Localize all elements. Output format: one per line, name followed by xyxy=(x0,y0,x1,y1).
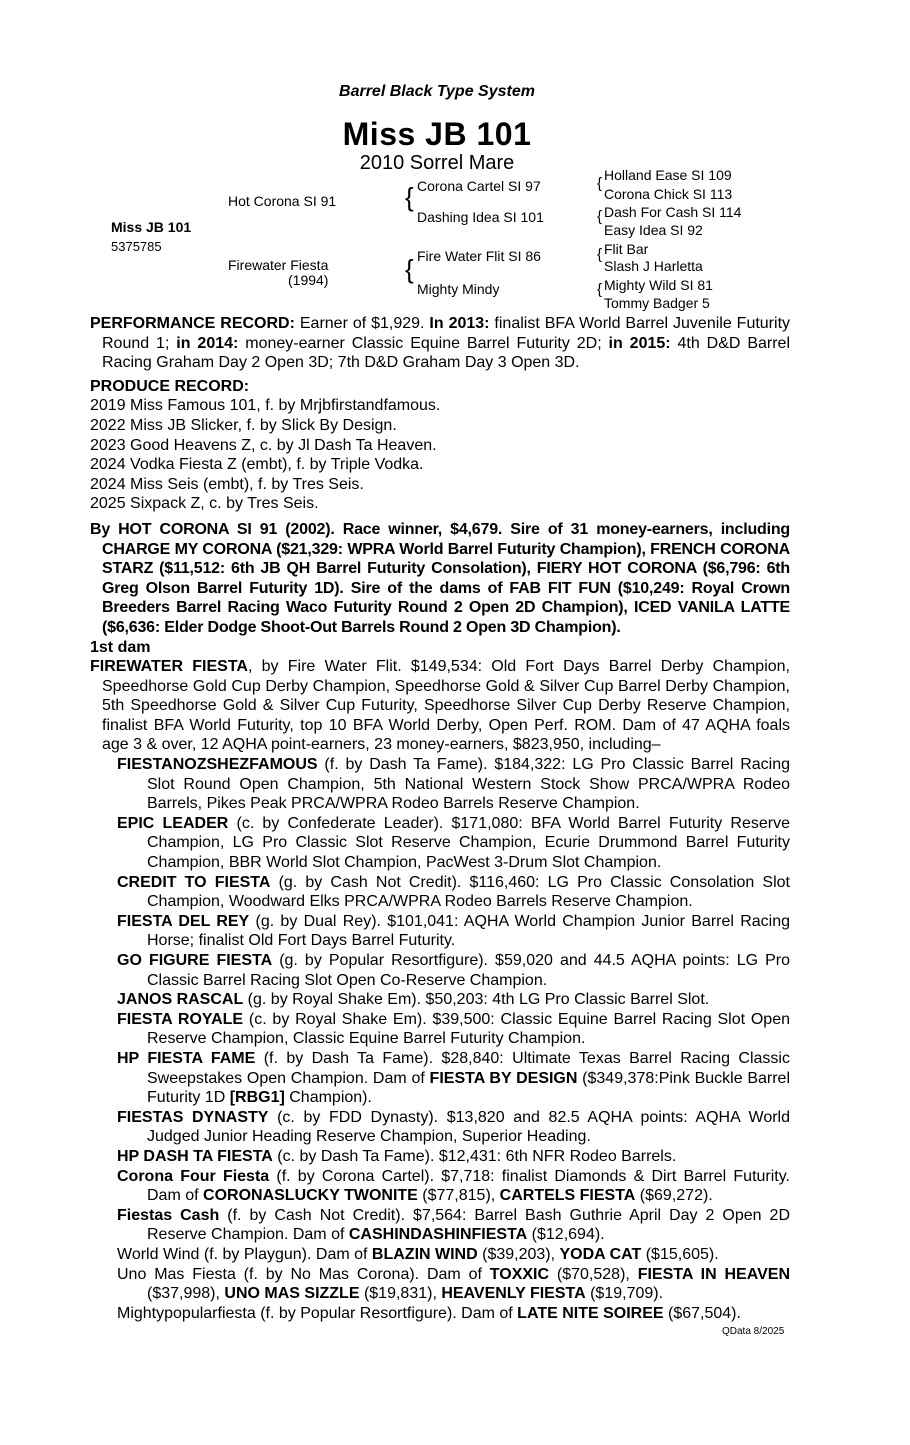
horse-name: Miss JB 101 xyxy=(342,116,532,152)
dam: Firewater Fiesta xyxy=(228,257,329,273)
produce-item: 2022 Miss JB Slicker, f. by Slick By Design. xyxy=(90,416,397,434)
first-dam-heading: 1st dam xyxy=(90,638,151,656)
first-dam-paragraph: FIREWATER FIESTA, by Fire Water Flit. $149,534: Old Fort Days Barrel Derby Champion, Speedhorse Gold Cup Derby Champion, Speedhorse Gold & Silver Cup Barrel Derby Champion, 5th Speedhorse Gold & Silver Cup Futurity, Speedhorse Silver Cup Derby Reserve Champion, finalist BFA World Futurity, top 10 BFA World Derby, Open Perf. ROM. Dam of 47 AQHA foals age 3 & over, 12 AQHA point-earners, 23 money-earners, $823,950, including– xyxy=(90,658,790,754)
pedigree-subject: Miss JB 101 xyxy=(111,219,192,235)
brace-icon: { xyxy=(405,254,414,284)
brace-icon: { xyxy=(597,208,603,225)
gg-5: Flit Bar xyxy=(604,241,649,257)
brace-icon: { xyxy=(405,182,414,212)
gg-4: Easy Idea SI 92 xyxy=(604,222,703,238)
produce-item: 2023 Good Heavens Z, c. by Jl Dash Ta Heaven. xyxy=(90,436,437,454)
gg-8: Tommy Badger 5 xyxy=(604,295,710,311)
offspring-entry: GO FIGURE FIESTA (g. by Popular Resortfigure). $59,020 and 44.5 AQHA points: LG Pro Classic Barrel Racing Slot Open Co-Reserve Champion. xyxy=(117,952,791,989)
gg-7: Mighty Wild SI 81 xyxy=(604,277,713,293)
offspring-entry: FIESTA ROYALE (c. by Royal Shake Em). $39,500: Classic Equine Barrel Racing Slot Open Reserve Champion, Classic Equine Barrel Futurity Champion. xyxy=(117,1010,790,1048)
offspring-entry: FIESTANOZSHEZFAMOUS (f. by Dash Ta Fame). $184,322: LG Pro Classic Barrel Racing Slot Round Open Champion, 5th National Western Stock Show PRCA/WPRA Rodeo Barrels, Pikes Peak PRCA/WPRA Rodeo Barrels Reserve Champion. xyxy=(117,756,790,813)
sire-sire: Corona Cartel SI 97 xyxy=(417,178,541,194)
offspring-entry: HP FIESTA FAME (f. by Dash Ta Fame). $28,840: Ultimate Texas Barrel Racing Classic Sweepstakes Open Champion. Dam of FIESTA BY DESIGN ($349,378:Pink Buckle Barrel Futurity 1D [RBG1] Champion). xyxy=(117,1049,791,1107)
produce-item: 2019 Miss Famous 101, f. by Mrjbfirstandfamous. xyxy=(90,397,441,415)
gg-1: Holland Ease SI 109 xyxy=(604,167,732,183)
gg-3: Dash For Cash SI 114 xyxy=(604,204,742,220)
brace-icon: { xyxy=(597,246,603,263)
dam-year: (1994) xyxy=(288,272,329,288)
brace-icon: { xyxy=(597,175,603,192)
offspring-entry: CREDIT TO FIESTA (g. by Cash Not Credit). $116,460: LG Pro Classic Consolation Slot Champion, Woodward Elks PRCA/WPRA Rodeo Barrels Reserve Champion. xyxy=(117,873,791,911)
sire-paragraph: By HOT CORONA SI 91 (2002). Race winner, $4,679. Sire of 31 money-earners, including CHARGE MY CORONA ($21,329: WPRA World Barrel Futurity Champion), FRENCH CORONA STARZ ($11,512: 6th JB QH Barrel Futurity Consolation), FIERY HOT CORONA ($6,796: 6th Greg Olson Barrel Futurity 1D). Sire of the dams of FAB FIT FUN ($10,249: Royal Crown Breeders Barrel Racing Waco Futurity Round 2 Open 2D Champion), ICED VANILA LATTE ($6,636: Elder Dodge Shoot-Out Barrels Round 2 Open 3D Champion). xyxy=(90,520,790,636)
offspring-entry: Corona Four Fiesta (f. by Corona Cartel). $7,718: finalist Diamonds & Dirt Barrel Futurity. Dam of CORONASLUCKY TWONITE ($77,815), CARTELS FIESTA ($69,272). xyxy=(117,1167,790,1205)
brace-icon: { xyxy=(597,281,603,298)
document-body xyxy=(90,314,790,1323)
reg-number: 5375785 xyxy=(111,239,162,254)
produce-item: 2024 Vodka Fiesta Z (embt), f. by Triple Vodka. xyxy=(90,456,424,474)
gg-2: Corona Chick SI 113 xyxy=(604,186,733,202)
produce-list xyxy=(90,396,790,514)
footer-source: QData 8/2025 xyxy=(722,1326,785,1337)
performance-record: PERFORMANCE RECORD: Earner of $1,929. In 2013: finalist BFA World Barrel Juvenile Futurity Round 1; in 2014: money-earner Classic Equine Barrel Futurity 2D; in 2015: 4th D&D Barrel Racing Graham Day 2 Open 3D; 7th D&D Graham Day 3 Open 3D. xyxy=(90,315,791,372)
offspring-entry: EPIC LEADER (c. by Confederate Leader). $171,080: BFA World Barrel Futurity Reserve Champion, LG Pro Classic Slot Reserve Champion, Ecurie Drummond Barrel Futurity Champion, BBR World Slot Champion, PacWest 3-Drum Slot Champion. xyxy=(117,814,791,872)
sire: Hot Corona SI 91 xyxy=(228,193,337,209)
offspring-entry: Fiestas Cash (f. by Cash Not Credit). $7,564: Barrel Bash Guthrie April Day 2 Open 2D Reserve Champion. Dam of CASHINDASHINFIESTA ($12,694). xyxy=(117,1206,791,1244)
offspring-entry: Mightypopularfiesta (f. by Popular Resortfigure). Dam of LATE NITE SOIREE ($67,504). xyxy=(117,1304,741,1322)
offspring-entry: Uno Mas Fiesta (f. by No Mas Corona). Dam of TOXXIC ($70,528), FIESTA IN HEAVEN ($37,998), UNO MAS SIZZLE ($19,831), HEAVENLY FIESTA ($19,709). xyxy=(117,1265,790,1303)
system-title: Barrel Black Type System xyxy=(339,83,535,100)
dam-dam: Mighty Mindy xyxy=(417,281,500,297)
offspring-entry: HP DASH TA FIESTA (c. by Dash Ta Fame). $12,431: 6th NFR Rodeo Barrels. xyxy=(117,1147,677,1165)
produce-item: 2025 Sixpack Z, c. by Tres Seis. xyxy=(90,495,319,513)
offspring-entry: JANOS RASCAL (g. by Royal Shake Em). $50,203: 4th LG Pro Classic Barrel Slot. xyxy=(117,991,710,1009)
produce-item: 2024 Miss Seis (embt), f. by Tres Seis. xyxy=(90,475,364,493)
sire-dam: Dashing Idea SI 101 xyxy=(417,209,544,225)
gg-6: Slash J Harletta xyxy=(604,258,703,274)
offspring-entry: FIESTAS DYNASTY (c. by FDD Dynasty). $13,820 and 82.5 AQHA points: AQHA World Judged Junior Heading Reserve Champion, Superior Heading. xyxy=(117,1108,791,1146)
produce-record-heading: PRODUCE RECORD: xyxy=(90,377,250,395)
offspring-entry: World Wind (f. by Playgun). Dam of BLAZIN WIND ($39,203), YODA CAT ($15,605). xyxy=(117,1245,719,1263)
offspring-entry: FIESTA DEL REY (g. by Dual Rey). $101,041: AQHA World Champion Junior Barrel Racing Horse; finalist Old Fort Days Barrel Futurity. xyxy=(117,912,791,950)
dam-sire: Fire Water Flit SI 86 xyxy=(417,248,541,264)
horse-description: 2010 Sorrel Mare xyxy=(359,152,515,174)
